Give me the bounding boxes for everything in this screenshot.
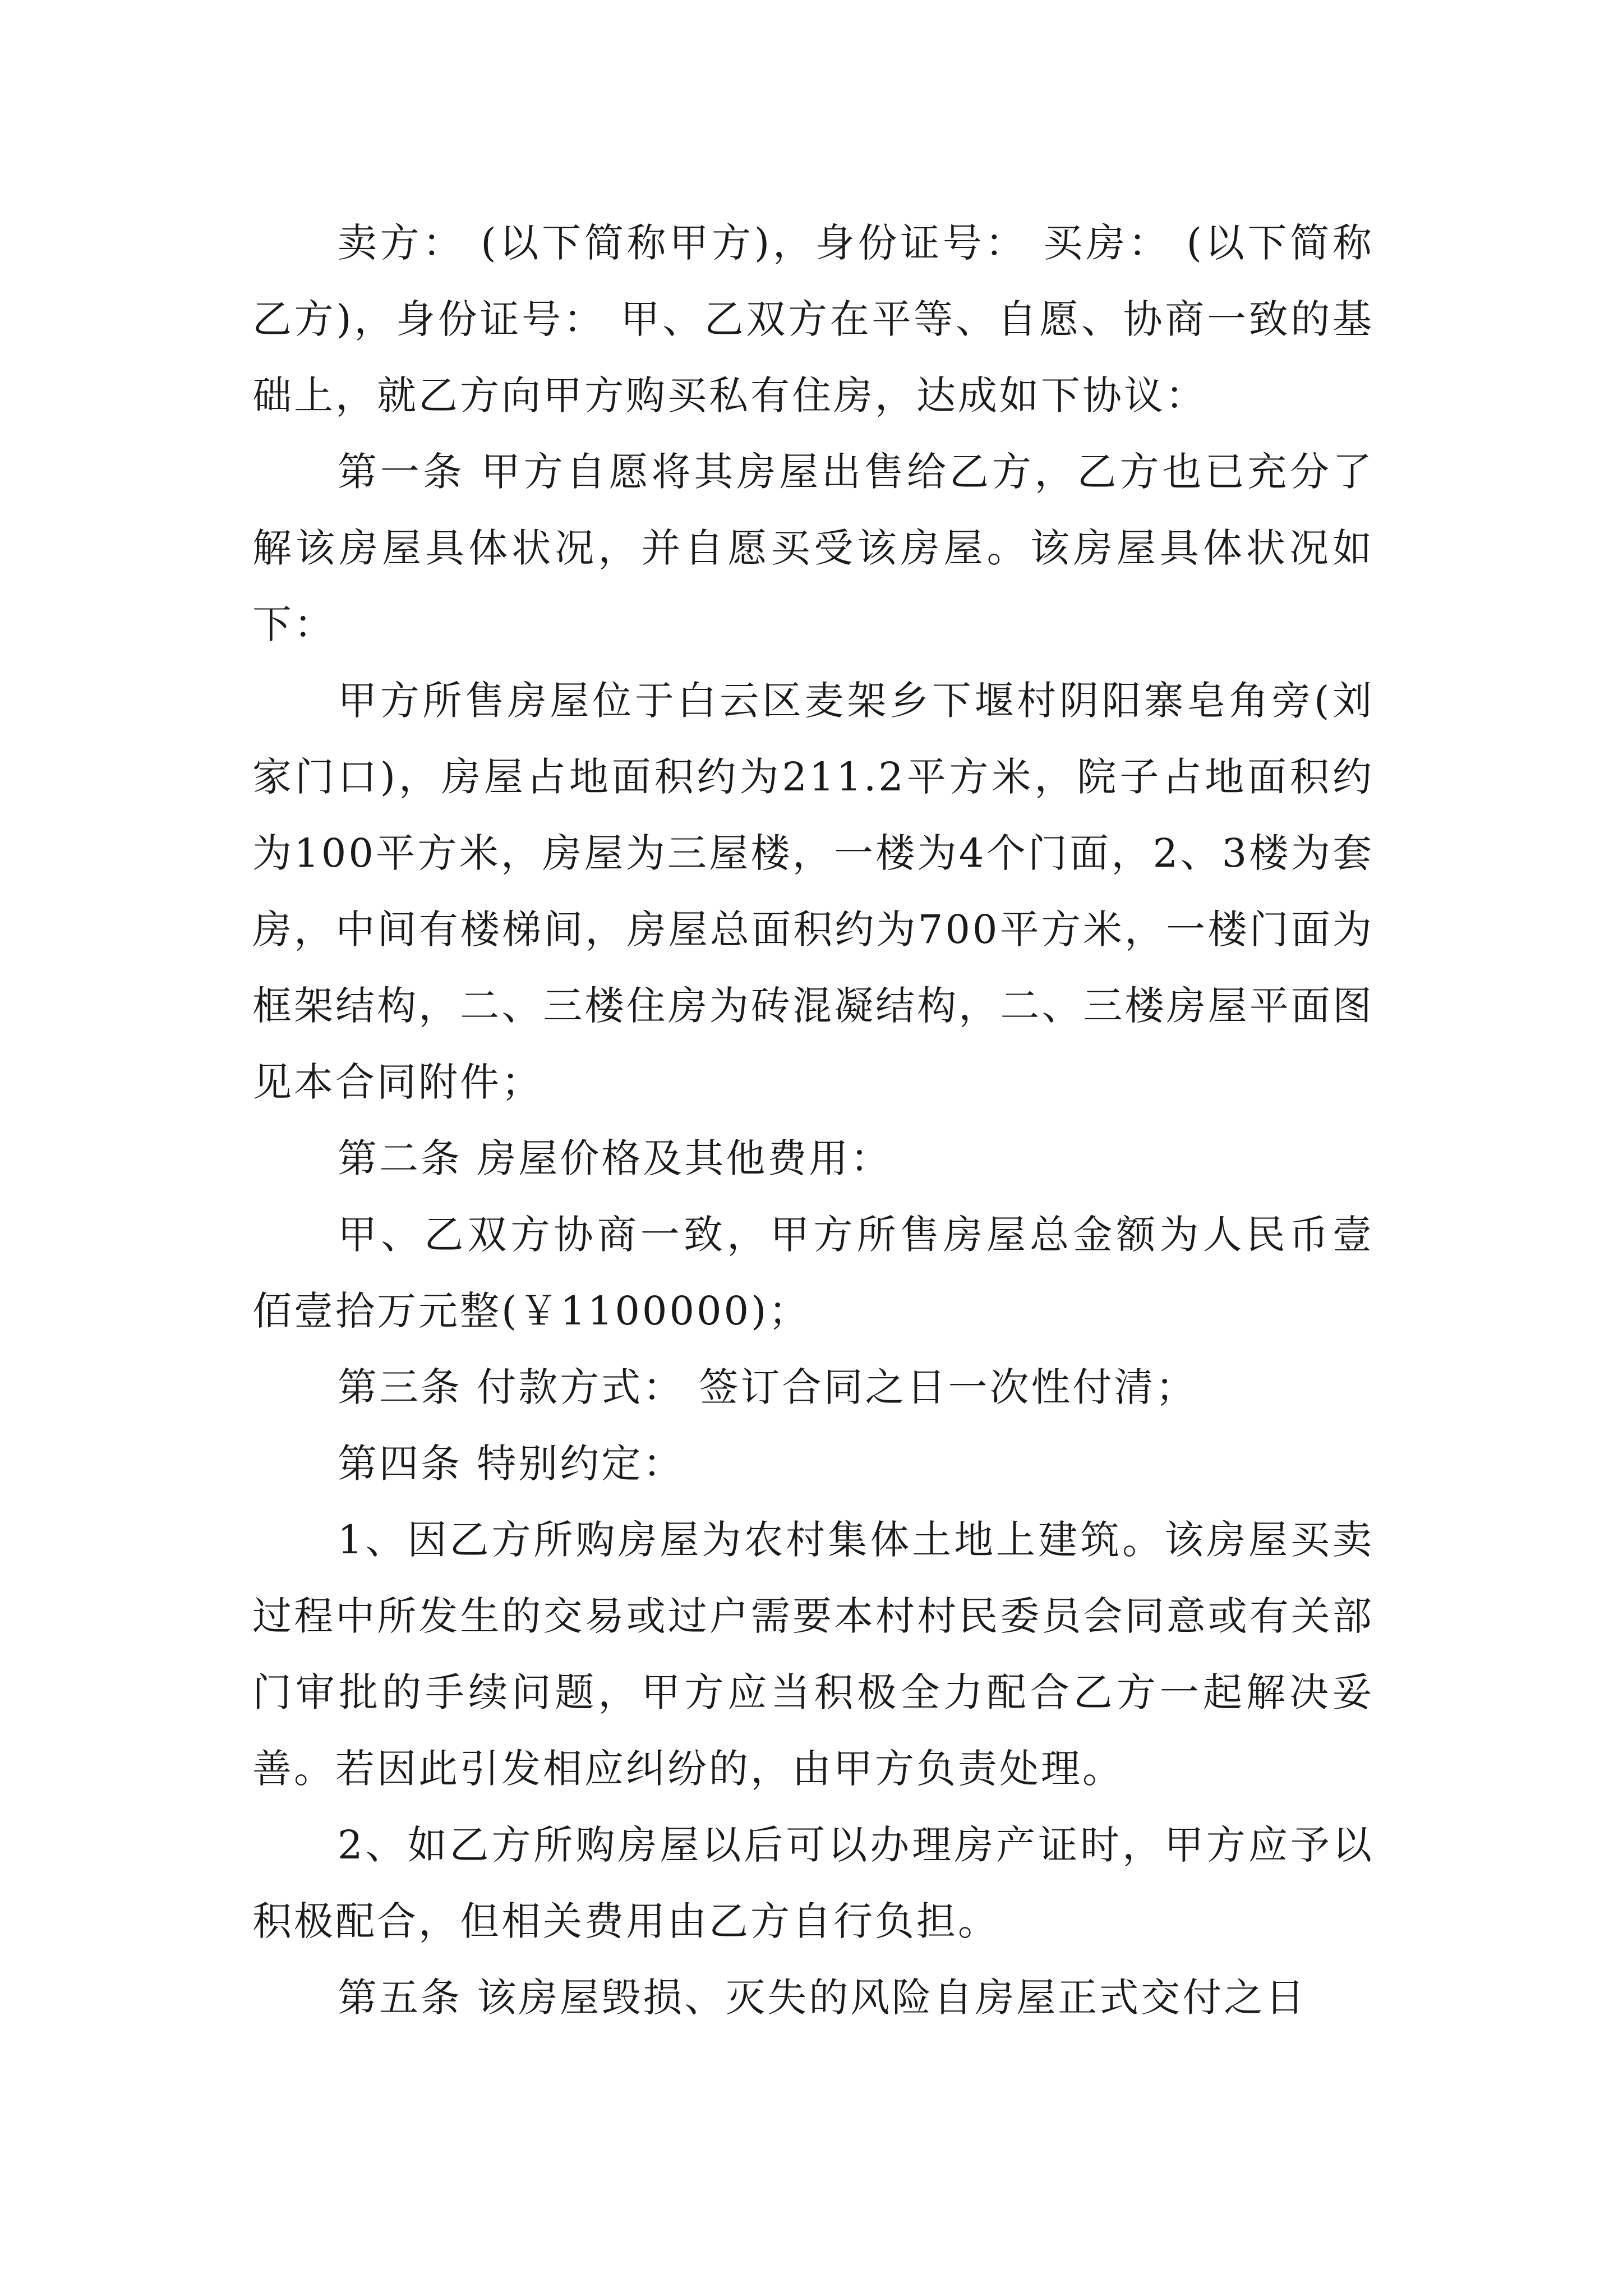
paragraph-property-details: 甲方所售房屋位于白云区麦架乡下堰村阴阳寨皂角旁(刘家门口)，房屋占地面积约为211.2平方米，院子占地面积约为100平方米，房屋为三屋楼，一楼为4个门面，2、3楼为套房，中间有楼梯间，房屋总面积约为700平方米，一楼门面为框架结构，二、三楼住房为砖混凝结构，二、三楼房屋平面图见本合同附件； (252, 678, 1374, 1105)
paragraph-special-term-1: 1、因乙方所购房屋为农村集体土地上建筑。该房屋买卖过程中所发生的交易或过户需要本村村民委员会同意或有关部门审批的手续问题，甲方应当积极全力配合乙方一起解决妥善。若因此引发相应纠纷的，由甲方负责处理。 (252, 1517, 1374, 1792)
paragraph-article-2: 第二条 房屋价格及其他费用： (338, 1135, 892, 1181)
paragraph-article-1: 第一条 甲方自愿将其房屋出售给乙方，乙方也已充分了解该房屋具体状况，并自愿买受该房屋。该房屋具体状况如下： (252, 449, 1374, 647)
paragraph-article-4: 第四条 特别约定： (338, 1441, 685, 1487)
contract-body (252, 205, 1374, 2036)
paragraph-preamble: 卖方： (以下简称甲方)，身份证号： 买房： (以下简称乙方)，身份证号： 甲、乙双方在平等、自愿、协商一致的基础上，就乙方向甲方购买私有住房，达成如下协议： (252, 220, 1374, 418)
paragraph-article-3: 第三条 付款方式： 签订合同之日一次性付清； (338, 1364, 1197, 1410)
paragraph-price: 甲、乙双方协商一致，甲方所售房屋总金额为人民币壹佰壹拾万元整(￥1100000)； (252, 1212, 1374, 1334)
paragraph-special-term-2: 2、如乙方所购房屋以后可以办理房产证时，甲方应予以积极配合，但相关费用由乙方自行负担。 (252, 1822, 1374, 1944)
paragraph-article-5: 第五条 该房屋毁损、灭失的风险自房屋正式交付之日 (338, 1975, 1307, 2021)
